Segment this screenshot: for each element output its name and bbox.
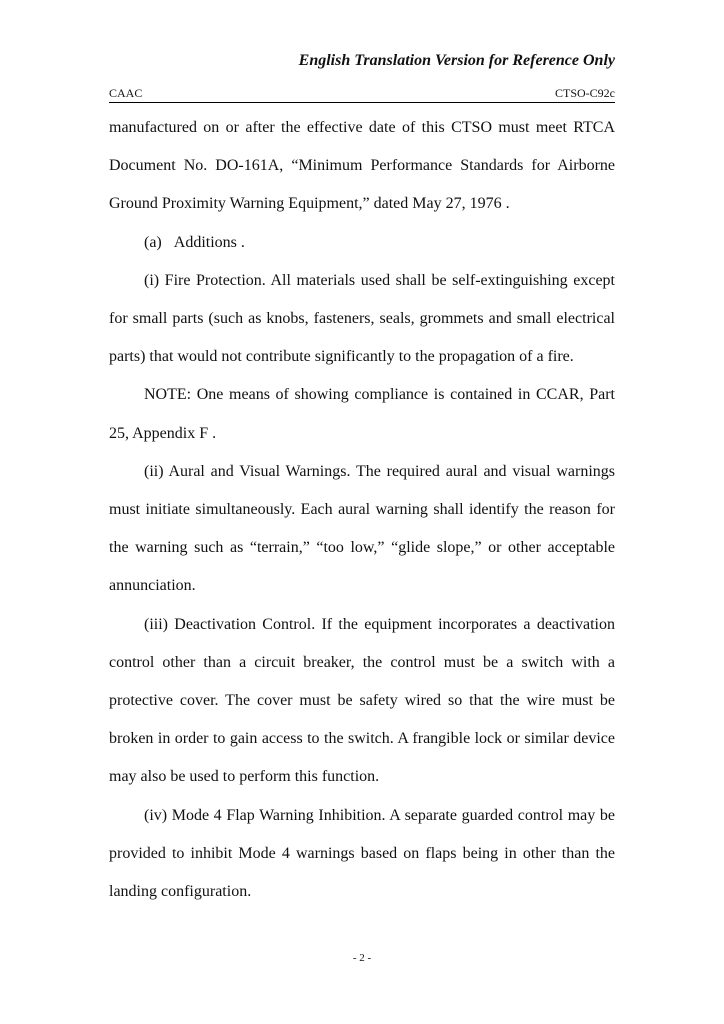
page-number: - 2 -	[352, 952, 372, 964]
document-body	[109, 109, 615, 911]
paragraph-deactivation-control: (iii) Deactivation Control. If the equipment incorporates a deactivation control other than a circuit breaker, the control must be a switch with a protective cover. The cover must be safety wired so that the wire must be broken in order to gain access to the switch. A frangible lock or similar device may also be used to perform this function.	[109, 615, 615, 786]
paragraph-additions: (a) Additions .	[144, 233, 245, 251]
paragraph-continuation: manufactured on or after the effective date of this CTSO must meet RTCA Document No. DO-161A, “Minimum Performance Standards for Airborne Ground Proximity Warning Equipment,” dated May 27, 1976 .	[109, 119, 615, 213]
paragraph-mode4-flap-inhibition: (iv) Mode 4 Flap Warning Inhibition. A separate guarded control may be provided to inhibit Mode 4 warnings based on flaps being in other than the landing configuration.	[109, 806, 615, 901]
header-document-id: CTSO-C92c	[555, 86, 615, 100]
translation-note: English Translation Version for Reference Only	[298, 52, 615, 69]
paragraph-fire-protection: (i) Fire Protection. All materials used shall be self-extinguishing except for small parts (such as knobs, fasteners, seals, grommets and small electrical parts) that would not contribute significantly to the propagation of a fire.	[109, 271, 615, 366]
paragraph-aural-visual-warnings: (ii) Aural and Visual Warnings. The required aural and visual warnings must initiate simultaneously. Each aural warning shall identify the reason for the warning such as “terrain,” “too low,” “glide slope,” or other acceptable annunciation.	[109, 462, 615, 595]
running-header	[109, 86, 615, 103]
paragraph-note: NOTE: One means of showing compliance is contained in CCAR, Part 25, Appendix F .	[109, 386, 615, 442]
header-organization: CAAC	[109, 86, 143, 100]
